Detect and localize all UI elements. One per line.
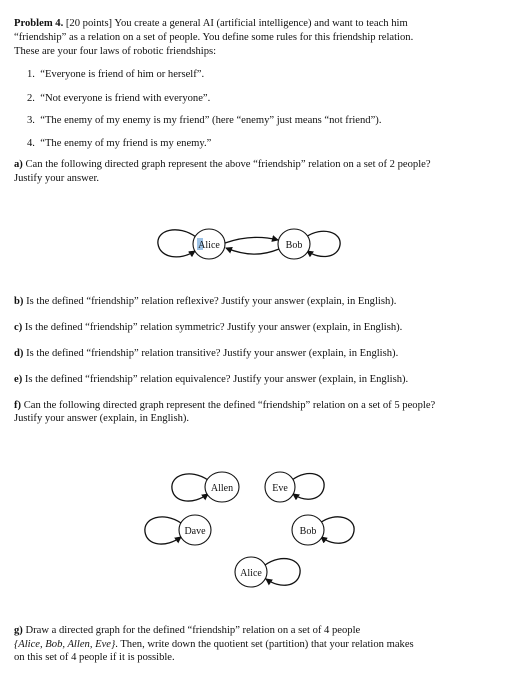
- graph1-node-alice: [158, 229, 225, 259]
- problem-intro-line-2: “friendship” as a relation on a set of people. You define some rules for this friendship relation.: [14, 32, 414, 43]
- part-b: [14, 295, 396, 308]
- graph2-node-dave: [145, 515, 211, 545]
- part-f-line-1: [14, 399, 435, 412]
- graph2-node-allen: [172, 472, 239, 502]
- part-c-text: Is the defined “friendship” relation symmetric? Justify your answer (explain, in English).: [22, 322, 403, 333]
- dave-node-label: Dave: [184, 526, 206, 537]
- part-g-line-2: [14, 638, 414, 651]
- part-g-text: Draw a directed graph for the defined “friendship” relation on a set of 4 people: [22, 625, 361, 636]
- part-a-label: a): [14, 159, 23, 170]
- part-e: [14, 373, 408, 386]
- part-d-label: d): [14, 348, 24, 359]
- part-e-text: Is the defined “friendship” relation equivalence? Justify your answer (explain, in English).: [22, 374, 409, 385]
- part-g-label: g): [14, 625, 23, 636]
- part-f-line-2: Justify your answer (explain, in English).: [14, 413, 190, 424]
- problem-heading: Problem 4.: [14, 18, 64, 29]
- law-text: “The enemy of my enemy is my friend” (here “enemy” just means “not friend”).: [40, 115, 382, 126]
- part-g-text-2: . Then, write down the quotient set (partition) that your relation makes: [115, 639, 414, 650]
- graph2-node-bob: [292, 515, 354, 545]
- law-text: “Not everyone is friend with everyone”.: [40, 93, 211, 104]
- part-f-label: f): [14, 400, 22, 411]
- graph1-node-bob: [278, 229, 340, 259]
- part-c: [14, 321, 402, 334]
- alice2-node-label: Alice: [240, 568, 262, 579]
- alice2-self-loop-arrow: [265, 559, 300, 586]
- allen-self-loop-arrow: [172, 474, 208, 501]
- law-text: “Everyone is friend of him or herself”.: [40, 69, 205, 80]
- eve-self-loop-arrow: [292, 474, 324, 500]
- part-c-label: c): [14, 322, 23, 333]
- law-number: 2.: [27, 93, 35, 104]
- law-text: “The enemy of my friend is my enemy.”: [40, 138, 212, 149]
- graph2-node-alice: [235, 557, 300, 587]
- bob-node-label: Bob: [285, 240, 303, 251]
- part-a-line-2: Justify your answer.: [14, 173, 100, 184]
- alice-node-label: Alice: [198, 240, 220, 251]
- bob2-self-loop-arrow: [320, 517, 354, 543]
- law-number: 1.: [27, 69, 35, 80]
- part-f-text: Can the following directed graph represent the defined “friendship” relation on a set of 5 people?: [21, 400, 436, 411]
- alice-self-loop-arrow: [158, 230, 196, 257]
- law-number: 4.: [27, 138, 35, 149]
- bob2-node-label: Bob: [299, 526, 317, 537]
- problem-intro-line-3: These are your four laws of robotic friendships:: [14, 46, 217, 57]
- law-number: 3.: [27, 115, 35, 126]
- dave-self-loop-arrow: [145, 517, 181, 544]
- graph2-node-eve: [265, 472, 324, 502]
- part-d: [14, 347, 398, 360]
- intro-text: You create a general AI (artificial intelligence) and want to teach him: [112, 18, 408, 29]
- part-d-text: Is the defined “friendship” relation transitive? Justify your answer (explain, in English).: [23, 348, 399, 359]
- part-g-line-1: [14, 624, 360, 637]
- edge-alice-to-bob-arrow: [225, 237, 278, 243]
- part-b-text: Is the defined “friendship” relation reflexive? Justify your answer (explain, in English).: [23, 296, 397, 307]
- part-e-label: e): [14, 374, 23, 385]
- part-b-label: b): [14, 296, 24, 307]
- eve-node-label: Eve: [272, 483, 288, 494]
- edge-bob-to-alice-arrow: [226, 248, 279, 254]
- problem-points: [20 points]: [65, 18, 113, 29]
- bob-self-loop-arrow: [306, 231, 340, 256]
- part-a-text: Can the following directed graph represent the above “friendship” relation on a set of 2 people?: [22, 159, 431, 170]
- part-g-line-3: on this set of 4 people if it is possible.: [14, 652, 175, 663]
- allen-node-label: Allen: [210, 483, 234, 494]
- people-set: {Alice, Bob, Allen, Eve}: [14, 639, 116, 650]
